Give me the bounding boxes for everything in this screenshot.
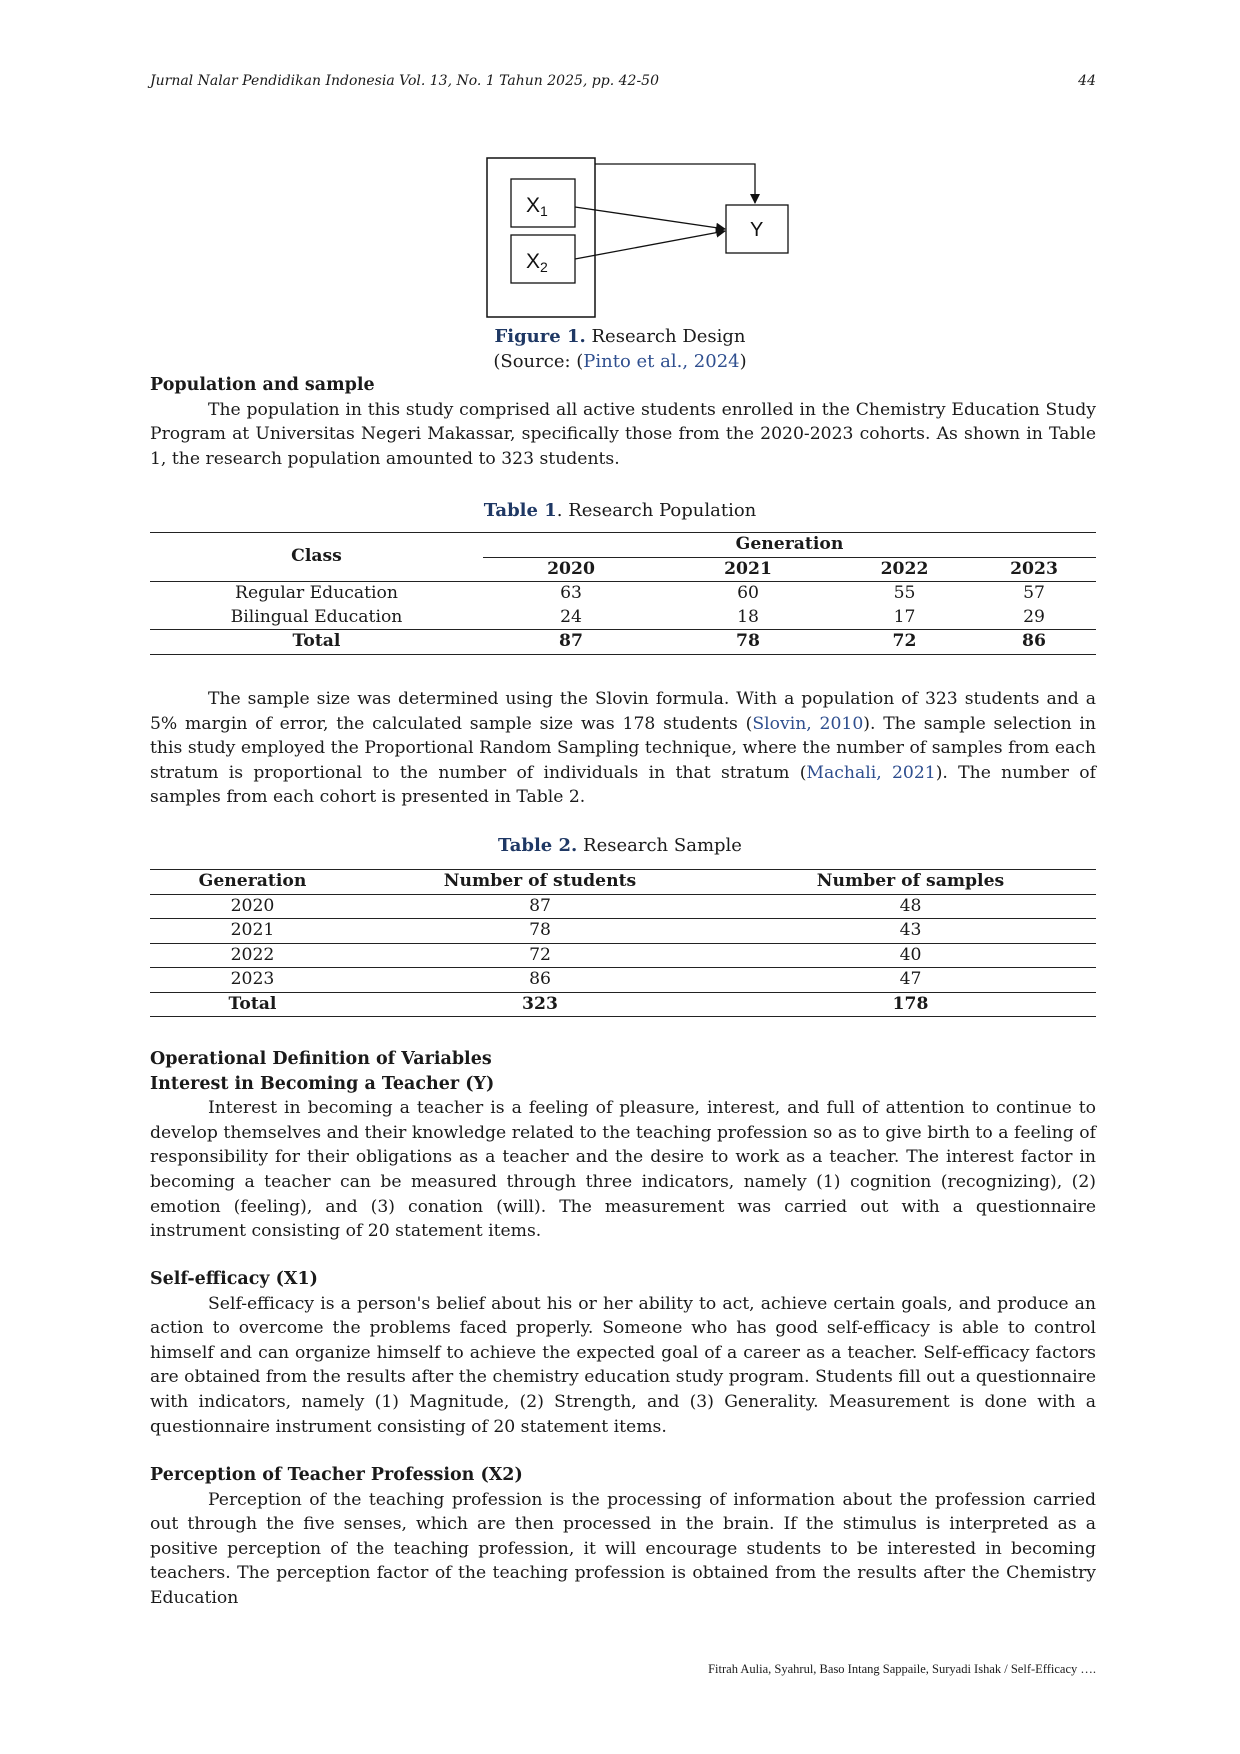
table1-caption	[0, 498, 1240, 523]
table-row: 2023 86 47	[150, 968, 1096, 993]
figure1-title: Research Design	[591, 326, 746, 347]
table-row: 2022 72 40	[150, 943, 1096, 968]
table-row: 2021 78 43	[150, 919, 1096, 944]
citation-pinto[interactable]: Pinto et al., 2024	[583, 351, 740, 372]
table2-title: Research Sample	[577, 835, 742, 856]
table1-year-2021: 2021	[659, 557, 837, 582]
operational-heading: Operational Definition of Variables	[150, 1049, 492, 1069]
citation-slovin[interactable]: Slovin, 2010	[752, 713, 864, 734]
table2-caption	[0, 833, 1240, 858]
population-table	[150, 532, 1096, 655]
table-row: Bilingual Education 24 18 17 29	[150, 606, 1096, 630]
research-design-diagram	[486, 155, 796, 321]
table1-year-2022: 2022	[837, 557, 972, 582]
x1-to-y-arrow	[575, 207, 725, 229]
figure1-label: Figure 1.	[494, 326, 586, 347]
table-total-row: Total 323 178	[150, 992, 1096, 1017]
table2-header-generation: Generation	[150, 870, 355, 895]
citation-machali[interactable]: Machali, 2021	[806, 762, 936, 783]
table1-title: . Research Population	[556, 500, 757, 521]
population-heading: Population and sample	[150, 375, 375, 395]
outer-box	[487, 158, 595, 317]
figure1-caption	[0, 324, 1240, 349]
sample-table	[150, 869, 1096, 1017]
figure1-source: (Source: (Pinto et al., 2024)	[493, 351, 747, 372]
perception-paragraph: Perception of the teaching profession is the processing of information about the profession carried out through the five senses, which are then processed in the brain. If the stimulus is interpreted as a positive perception of the teaching profession, it will encourage students to be interested in becoming teachers. The perception factor of the teaching profession is obtained from the results after the Chemistry Education	[150, 1489, 1096, 1608]
self-efficacy-section	[150, 1267, 1096, 1439]
table1-year-2023: 2023	[972, 557, 1096, 582]
table2-label: Table 2.	[498, 835, 578, 856]
population-paragraph: The population in this study comprised all active students enrolled in the Chemistry Education Study Program at Universitas Negeri Makassar, specifically those from the 2020-2023 cohorts. As shown in Table 1, the research population amounted to 323 students.	[150, 399, 1096, 469]
sample-section	[150, 687, 1096, 810]
population-section	[150, 373, 1096, 471]
perception-heading: Perception of Teacher Profession (X2)	[150, 1465, 523, 1485]
table1-year-2020: 2020	[483, 557, 659, 582]
self-efficacy-paragraph: Self-efficacy is a person's belief about his or her ability to act, achieve certain goals, and produce an action to overcome the problems faced properly. Someone who has good self-efficacy is able to control himself and can organize himself to achieve the expected goal of a career as a teacher. Self-efficacy factors are obtained from the results after the chemistry education study program. Students fill out a questionnaire with indicators, namely (1) Magnitude, (2) Strength, and (3) Generality. Measurement is done with a questionnaire instrument consisting of 20 statement items.	[150, 1293, 1096, 1437]
journal-title: Jurnal Nalar Pendidikan Indonesia Vol. 13, No. 1 Tahun 2025, pp. 42-50	[150, 73, 659, 89]
perception-section	[150, 1463, 1096, 1611]
interest-paragraph: Interest in becoming a teacher is a feeling of pleasure, interest, and full of attention to continue to develop themselves and their knowledge related to the teaching profession so as to give birth to a feeling of responsibility for their obligations as a teacher and the desire to work as a teacher. The interest factor in becoming a teacher can be measured through three indicators, namely (1) cognition (recognizing), (2) emotion (feeling), and (3) conation (will). The measurement was carried out with a questionnaire instrument consisting of 20 statement items.	[150, 1098, 1096, 1242]
self-efficacy-heading: Self-efficacy (X1)	[150, 1269, 318, 1289]
table1-label: Table 1	[483, 500, 557, 521]
x2-label: X2	[526, 250, 548, 275]
table-row: 2020 87 48	[150, 894, 1096, 919]
table-total-row: Total 87 78 72 86	[150, 630, 1096, 655]
outer-to-y-arrow	[595, 164, 755, 203]
table1-generation-header: Generation	[483, 533, 1096, 558]
running-header	[150, 73, 1096, 89]
x2-to-y-arrow	[575, 231, 725, 259]
table2-header-students: Number of students	[355, 870, 725, 895]
table2-header-samples: Number of samples	[725, 870, 1096, 895]
interest-heading: Interest in Becoming a Teacher (Y)	[150, 1073, 495, 1094]
x1-label: X1	[526, 194, 548, 219]
y-label: Y	[750, 219, 764, 241]
operational-section	[150, 1047, 1096, 1244]
sample-paragraph: The sample size was determined using the Slovin formula. With a population of 323 students and a 5% margin of error, the calculated sample size was 178 students (Slovin, 2010). The sample selection in this study employed the Proportional Random Sampling technique, where the number of samples from each stratum is proportional to the number of individuals in that stratum (Machali, 2021). The number of samples from each cohort is presented in Table 2.	[150, 689, 1096, 808]
table-row: Regular Education 63 60 55 57	[235, 583, 1045, 603]
page-number: 44	[1078, 73, 1096, 89]
table1-class-header: Class	[150, 533, 483, 582]
running-footer: Fitrah Aulia, Syahrul, Baso Intang Sappaile, Suryadi Ishak / Self-Efficacy ….	[708, 1662, 1096, 1676]
